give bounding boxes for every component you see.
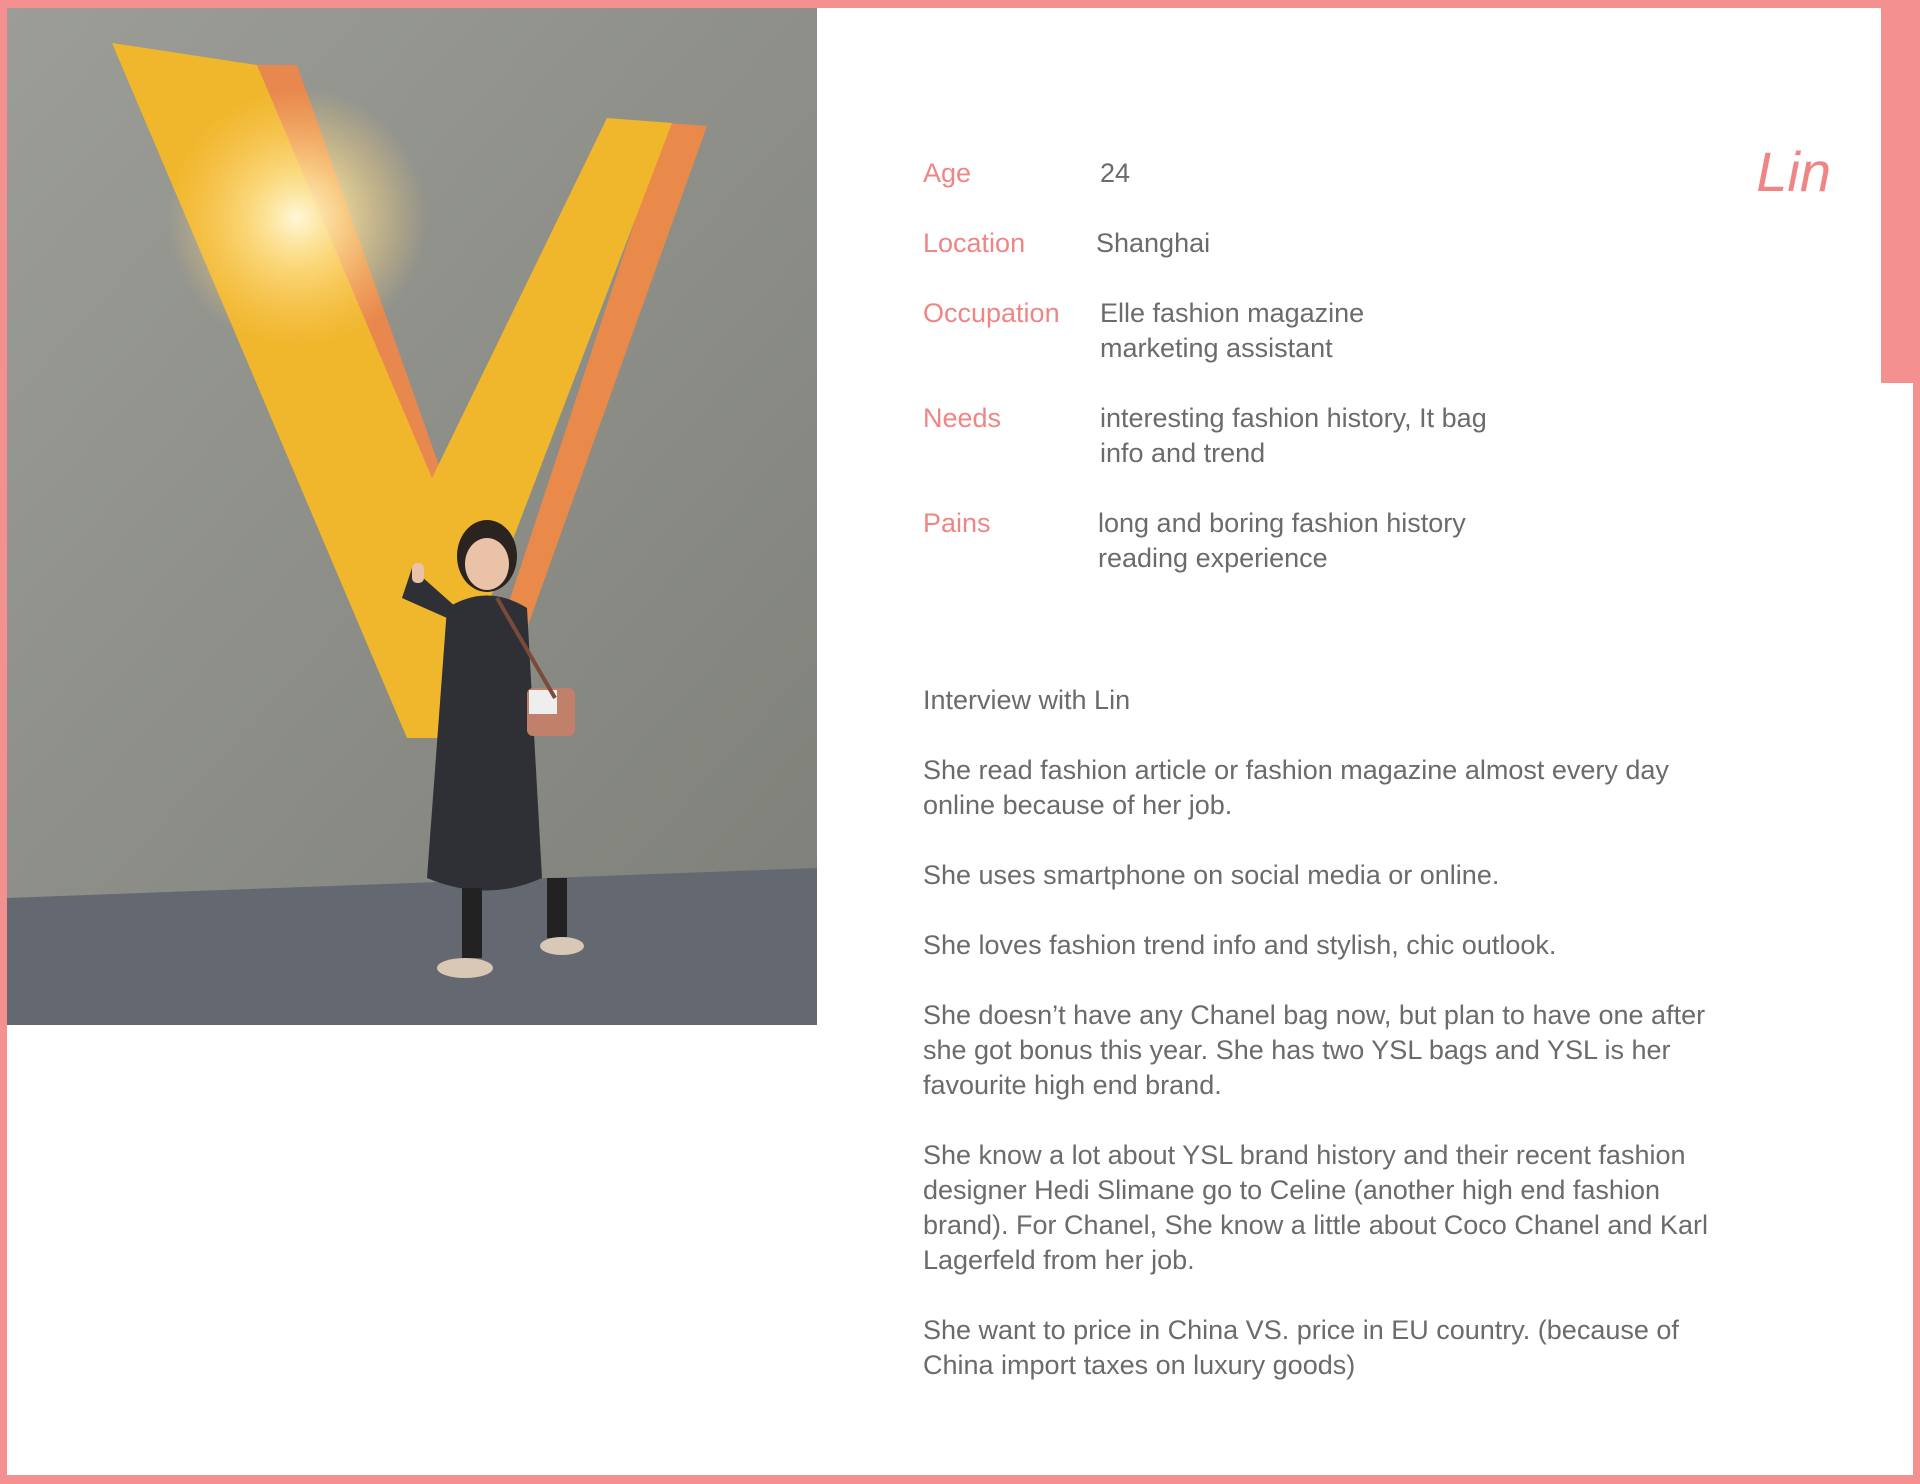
- fact-label: Needs: [923, 403, 1002, 433]
- fact-value: [1100, 401, 1620, 471]
- interview-paragraph: She want to price in China VS. price in EU country. (because of China import taxes on luxury goods): [923, 1315, 1679, 1380]
- fact-value: [1100, 156, 1620, 191]
- interview-section: [923, 683, 1743, 1418]
- fact-value-line: Shanghai: [1096, 228, 1211, 258]
- interview-paragraph: She read fashion article or fashion magazine almost every day online because of her job.: [923, 755, 1669, 820]
- persona-photo: [7, 8, 817, 1025]
- persona-card: [7, 8, 1913, 1475]
- fact-value: [1096, 226, 1616, 261]
- fact-value: [1098, 506, 1618, 576]
- fact-label: Age: [923, 158, 972, 188]
- fact-value-line: interesting fashion history, It bag: [1100, 403, 1487, 433]
- fact-age: [923, 156, 1623, 226]
- persona-photo-illustration: [7, 8, 817, 1025]
- interview-title: Interview with Lin: [923, 685, 1131, 715]
- corner-tab: [1881, 8, 1913, 383]
- persona-facts: [923, 156, 1623, 611]
- fact-label: Pains: [923, 508, 991, 538]
- fact-label: Occupation: [923, 298, 1060, 328]
- persona-name: Lin: [1756, 140, 1831, 203]
- fact-value-line: Elle fashion magazine: [1100, 298, 1365, 328]
- fact-label: Location: [923, 228, 1026, 258]
- fact-occupation: [923, 296, 1623, 401]
- fact-value-line: info and trend: [1100, 438, 1266, 468]
- interview-paragraph: She loves fashion trend info and stylish, chic outlook.: [923, 930, 1557, 960]
- fact-value-line: 24: [1100, 158, 1131, 188]
- fact-value: [1100, 296, 1620, 366]
- interview-paragraph: She doesn’t have any Chanel bag now, but plan to have one after she got bonus this year. She has two YSL bags and YSL is her favourite high end brand.: [923, 1000, 1706, 1100]
- fact-value-line: reading experience: [1098, 543, 1328, 573]
- fact-needs: [923, 401, 1623, 506]
- interview-paragraph: She know a lot about YSL brand history and their recent fashion designer Hedi Slimane go to Celine (another high end fashion brand). For Chanel, She know a little about Coco Chanel and Karl Lagerfeld from her job.: [923, 1140, 1708, 1275]
- fact-location: [923, 226, 1623, 296]
- fact-pains: [923, 506, 1623, 611]
- fact-value-line: marketing assistant: [1100, 333, 1333, 363]
- interview-paragraph: She uses smartphone on social media or online.: [923, 860, 1500, 890]
- fact-value-line: long and boring fashion history: [1098, 508, 1466, 538]
